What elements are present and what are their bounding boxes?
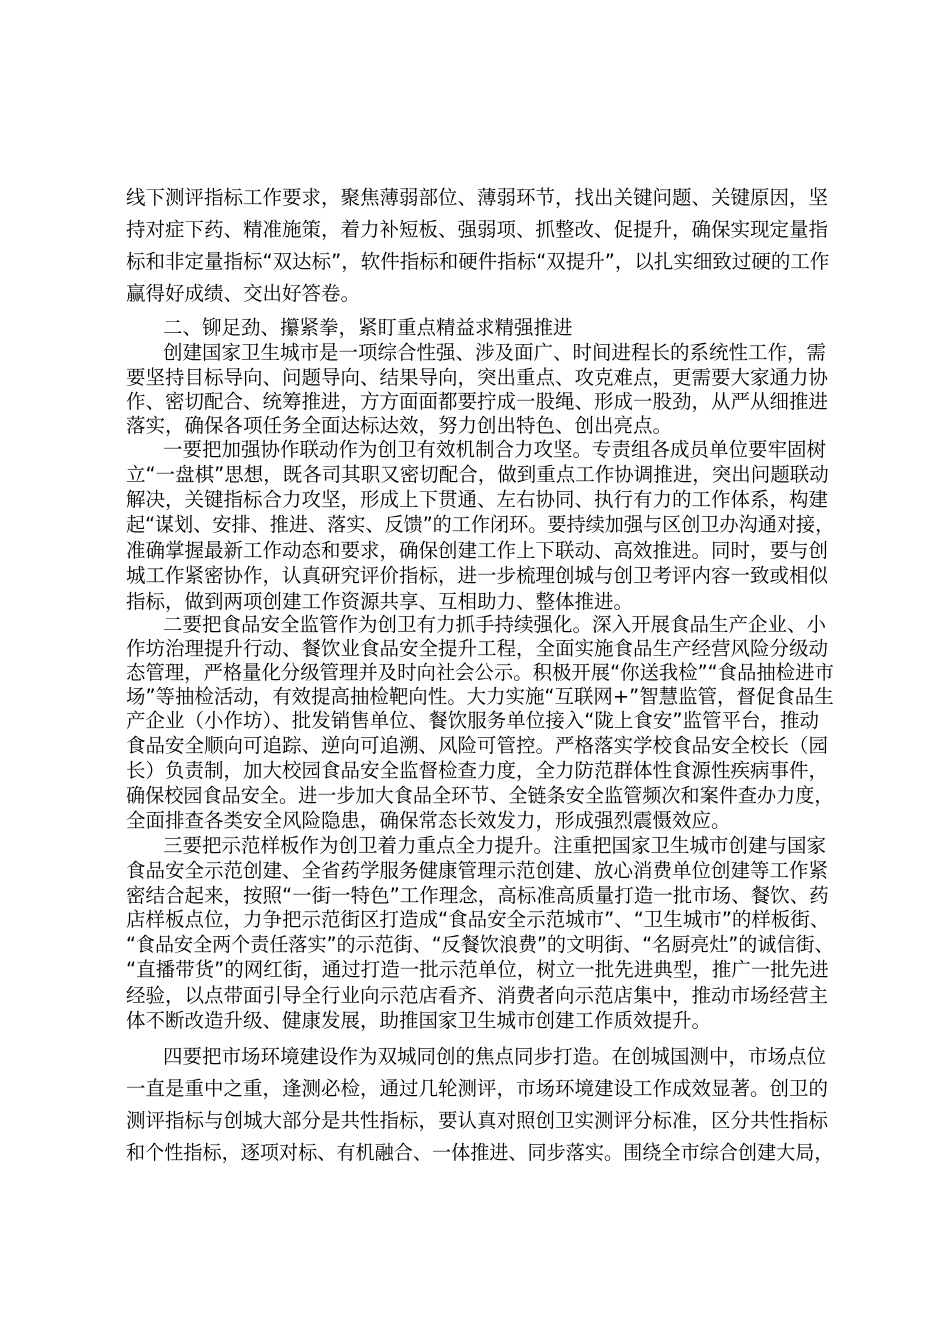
text-line: 创建国家卫生城市是一项综合性强、涉及面广、时间进程长的系统性工作，需 (163, 341, 827, 364)
text-line: 场”等抽检活动，有效提高抽检靶向性。大力实施“互联网+”智慧监管，督促食品生 (126, 685, 834, 708)
text-line: “直播带货”的网红街，通过打造一批示范单位，树立一批先进典型，推广一批先进 (126, 958, 829, 981)
text-line: 作坊治理提升行动、餐饮业食品安全提升工程，全面实施食品生产经营风险分级动 (126, 637, 829, 660)
text-line: 食品安全示范创建、全省药学服务健康管理示范创建、放心消费单位创建等工作紧 (126, 859, 829, 882)
text-line: 指标，做到两项创建工作资源共享、互相助力、整体推进。 (126, 590, 634, 613)
text-line: 一直是重中之重，逢测必检，通过几轮测评，市场环境建设工作成效显著。创卫的 (126, 1077, 829, 1100)
text-line: 经验，以点带面引导全行业向示范店看齐、消费者向示范店集中，推动市场经营主 (126, 984, 829, 1007)
text-line: 体不断改造升级、健康发展，助推国家卫生城市创建工作质效提升。 (126, 1009, 712, 1032)
text-line: 一要把加强协作联动作为创卫有效机制合力攻坚。专责组各成员单位要牢固树 (163, 438, 827, 461)
text-line: 标和非定量指标“双达标”，软件指标和硬件指标“双提升”，以扎实细致过硬的工作 (126, 250, 830, 273)
text-line: 产企业（小作坊）、批发销售单位、餐饮服务单位接入“陇上食安”监管平台，推动 (126, 709, 819, 732)
text-line: 四要把市场环境建设作为双城同创的焦点同步打造。在创城国测中，市场点位 (163, 1045, 827, 1068)
text-line: 确保校园食品安全。进一步加大食品全环节、全链条安全监管频次和案件查办力度， (126, 784, 834, 807)
text-line: 起“谋划、安排、推进、落实、反馈”的工作闭环。要持续加强与区创卫办沟通对接， (126, 513, 835, 536)
text-line: 城工作紧密协作，认真研究评价指标，进一步梳理创城与创卫考评内容一致或相似 (126, 564, 829, 587)
text-line: 和个性指标，逐项对标、有机融合、一体推进、同步落实。围绕全市综合创建大局， (126, 1141, 834, 1164)
text-line: 准确掌握最新工作动态和要求，确保创建工作上下联动、高效推进。同时，要与创 (126, 539, 829, 562)
text-line: 长）负责制，加大校园食品安全监督检查力度，全力防范群体性食源性疾病事件， (126, 759, 829, 782)
text-line: 作、密切配合、统筹推进，方方面面都要拧成一股绳、形成一股劲，从严从细推进 (126, 390, 829, 413)
section-heading: 二、铆足劲、攥紧拳，紧盯重点精益求精强推进 (163, 316, 573, 339)
text-line: “食品安全两个责任落实”的示范街、“反餐饮浪费”的文明街、“名厨亮灶”的诚信街、 (126, 933, 834, 956)
text-line: 三要把示范样板作为创卫着力重点全力提升。注重把国家卫生城市创建与国家 (163, 834, 827, 857)
text-line: 密结合起来，按照“一街一特色”工作理念，高标准高质量打造一批市场、餐饮、药 (126, 884, 829, 907)
text-line: 持对症下药、精准施策，着力补短板、强弱项、抓整改、促提升，确保实现定量指 (126, 218, 829, 241)
text-line: 线下测评指标工作要求，聚焦薄弱部位、薄弱环节，找出关键问题、关键原因，坚 (126, 186, 829, 209)
text-line: 立“一盘棋”思想，既各司其职又密切配合，做到重点工作协调推进，突出问题联动 (126, 463, 829, 486)
text-line: 测评指标与创城大部分是共性指标，要认真对照创卫实测评分标准，区分共性指标 (126, 1109, 829, 1132)
text-line: 食品安全顺向可追踪、逆向可追溯、风险可管控。严格落实学校食品安全校长（园 (126, 734, 829, 757)
text-line: 要坚持目标导向、问题导向、结果导向，突出重点、攻克难点，更需要大家通力协 (126, 366, 829, 389)
text-line: 态管理，严格量化分级管理并及时向社会公示。积极开展“你送我检”“食品抽检进市 (126, 661, 834, 684)
text-line: 赢得好成绩、交出好答卷。 (126, 282, 361, 305)
text-line: 全面排查各类安全风险隐患，确保常态长效发力，形成强烈震慑效应。 (126, 809, 731, 832)
text-line: 店样板点位，力争把示范街区打造成“食品安全示范城市”、“卫生城市”的样板街、 (126, 908, 830, 931)
text-line: 解决，关键指标合力攻坚，形成上下贯通、左右协同、执行有力的工作体系，构建 (126, 488, 829, 511)
text-line: 二要把食品安全监管作为创卫有力抓手持续强化。深入开展食品生产企业、小 (163, 613, 827, 636)
text-line: 落实，确保各项任务全面达标达效，努力创出特色、创出亮点。 (126, 414, 673, 437)
